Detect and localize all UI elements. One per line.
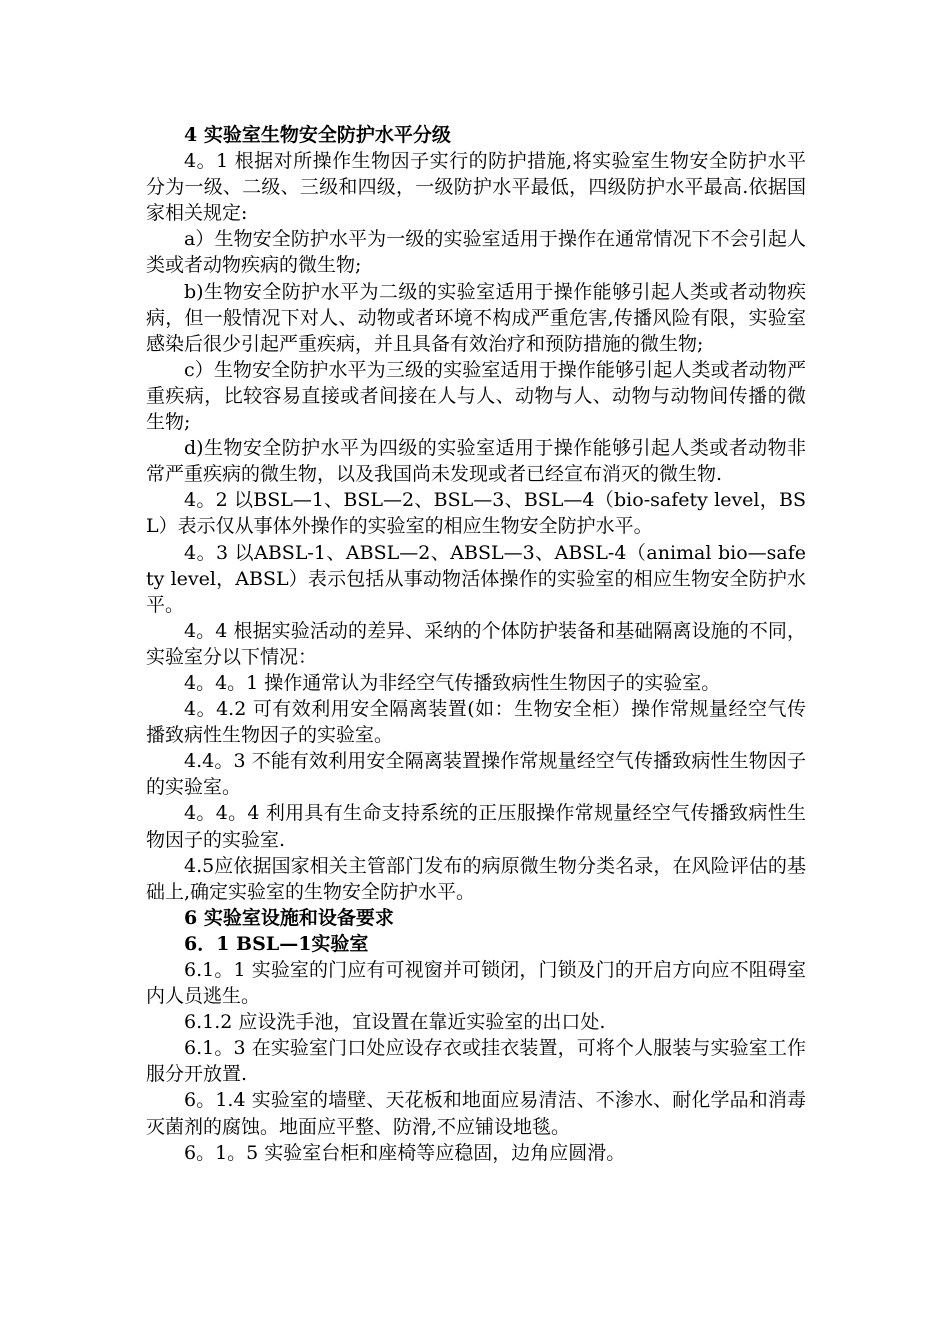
paragraph: 4.4。3 不能有效利用安全隔离装置操作常规量经空气传播致病性生物因子的实验室。	[146, 750, 806, 799]
paragraph: 6.1.2 应设洗手池，宜设置在靠近实验室的出口处.	[184, 1011, 606, 1034]
paragraph: a）生物安全防护水平为一级的实验室适用于操作在通常情况下不会引起人类或者动物疾病的微生物;	[146, 228, 806, 277]
paragraph: 4。4 根据实验活动的差异、采纳的个体防护装备和基础隔离设施的不同，实验室分以下情况：	[146, 619, 806, 668]
paragraph: 4。4.2 可有效利用安全隔离装置(如：生物安全柜）操作常规量经空气传播致病性生物因子的实验室。	[146, 698, 806, 747]
paragraph: 4。1 根据对所操作生物因子实行的防护措施,将实验室生物安全防护水平分为一级、二级、三级和四级，一级防护水平最低，四级防护水平最高.依据国家相关规定:	[146, 150, 806, 225]
paragraph: d)生物安全防护水平为四级的实验室适用于操作能够引起人类或者动物非常严重疾病的微生物，以及我国尚未发现或者已经宣布消灭的微生物.	[146, 437, 806, 486]
paragraph: 4。4。4 利用具有生命支持系统的正压服操作常规量经空气传播致病性生物因子的实验室.	[146, 802, 806, 851]
paragraph: 4。2 以BSL—1、BSL—2、BSL—3、BSL—4（bio-safety level，BSL）表示仅从事体外操作的实验室的相应生物安全防护水平。	[146, 489, 806, 538]
paragraph: 4.5应依据国家相关主管部门发布的病原微生物分类名录，在风险评估的基础上,确定实验室的生物安全防护水平。	[146, 854, 806, 903]
paragraph: c）生物安全防护水平为三级的实验室适用于操作能够引起人类或者动物严重疾病，比较容易直接或者间接在人与人、动物与人、动物与动物间传播的微生物;	[146, 358, 806, 434]
paragraph: 4。4。1 操作通常认为非经空气传播致病性生物因子的实验室。	[184, 671, 721, 694]
paragraph: 6.1。1 实验室的门应有可视窗并可锁闭，门锁及门的开启方向应不阻碍室内人员逃生。	[146, 959, 806, 1008]
section-heading: 6 实验室设施和设备要求	[184, 906, 394, 929]
paragraph: 6。1。5 实验室台柜和座椅等应稳固，边角应圆滑。	[184, 1141, 626, 1164]
paragraph: 6。1.4 实验室的墙壁、天花板和地面应易清洁、不渗水、耐化学品和消毒灭菌剂的腐蚀。地面应平整、防滑,不应铺设地毯。	[146, 1089, 806, 1138]
subsection-heading: 6．1 BSL—1实验室	[184, 932, 369, 955]
paragraph: 4。3 以ABSL-1、ABSL—2、ABSL—3、ABSL-4（animal bio—safety level，ABSL）表示包括从事动物活体操作的实验室的相应生物安全防护水平。	[146, 541, 806, 616]
document-body	[146, 122, 806, 1166]
section-heading: 4 实验室生物安全防护水平分级	[184, 124, 451, 146]
paragraph: b)生物安全防护水平为二级的实验室适用于操作能够引起人类或者动物疾病，但一般情况下对人、动物或者环境不构成严重危害,传播风险有限，实验室感染后很少引起严重疾病，并且具备有效治疗和预防措施的微生物;	[146, 280, 806, 355]
paragraph: 6.1。3 在实验室门口处应设存衣或挂衣装置，可将个人服装与实验室工作服分开放置.	[146, 1037, 806, 1086]
